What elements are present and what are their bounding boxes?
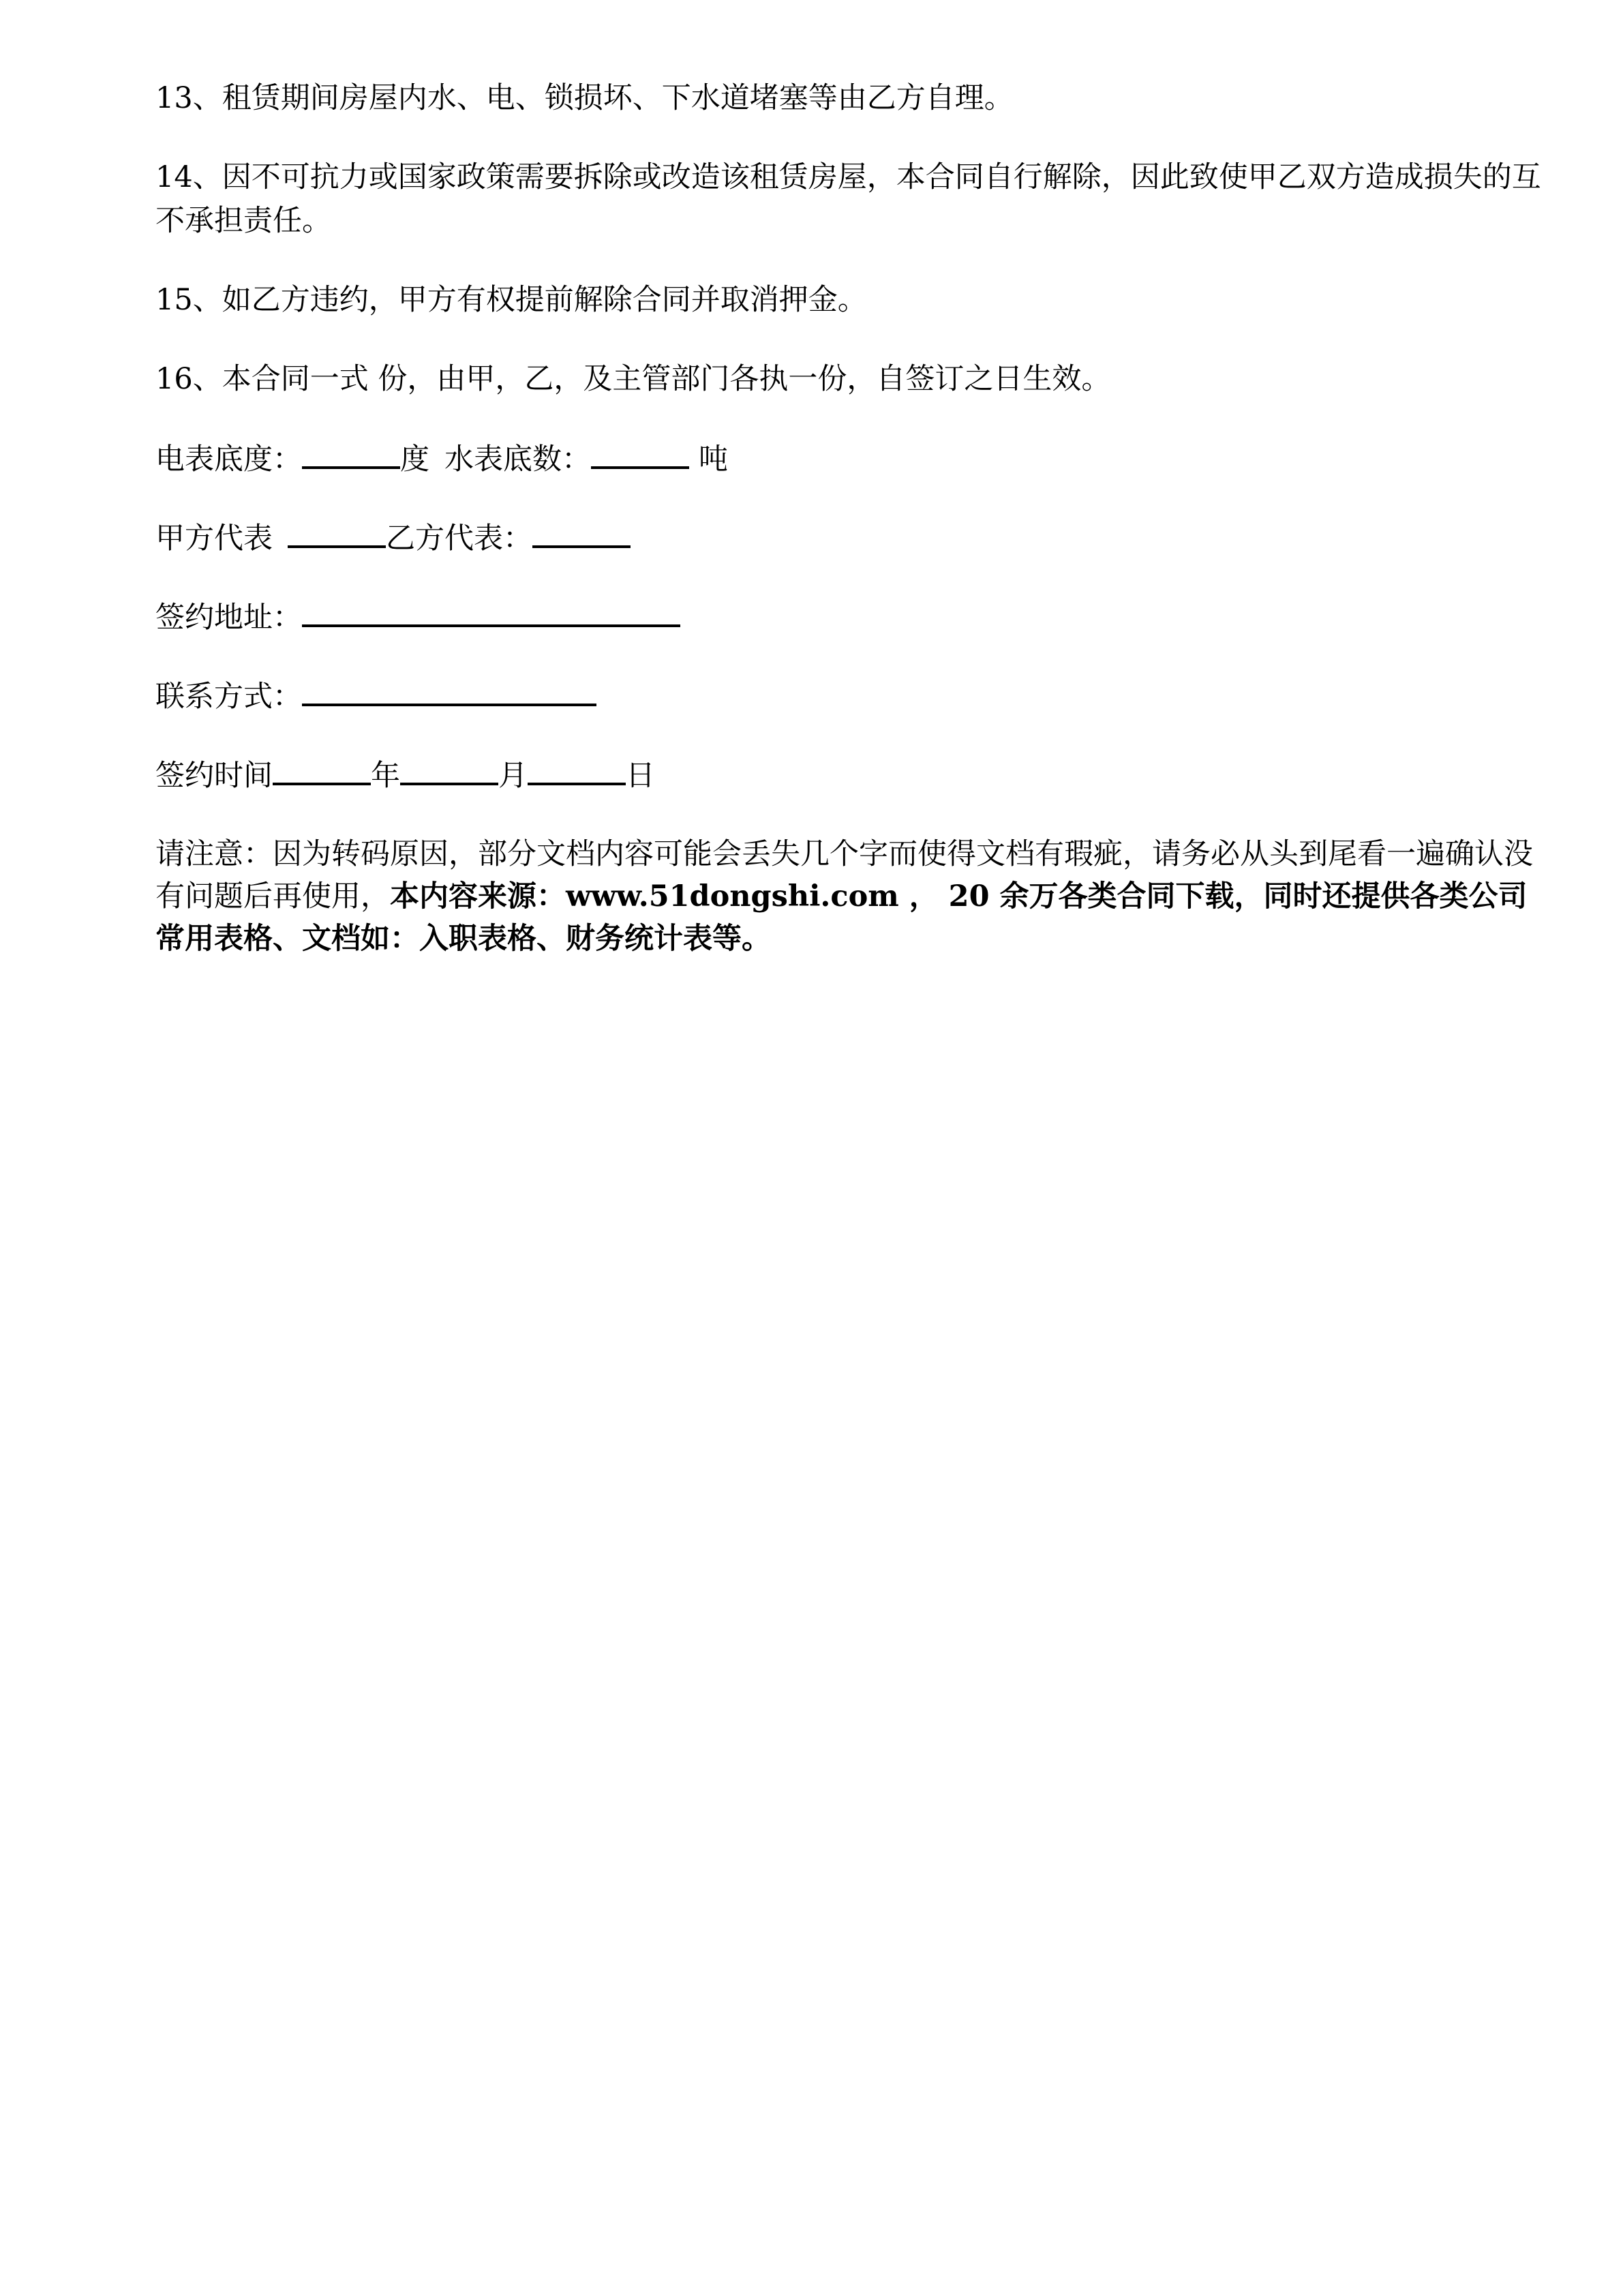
address-blank[interactable] <box>302 599 680 627</box>
water-meter-blank[interactable] <box>591 440 689 469</box>
sign-day-unit: 日 <box>626 759 655 793</box>
clause-15: 15、如乙方违约，甲方有权提前解除合同并取消押金。 <box>155 283 867 317</box>
sign-year-unit: 年 <box>371 759 400 793</box>
party-a-rep-blank[interactable] <box>288 519 386 548</box>
representatives-line <box>155 517 1546 560</box>
document-body <box>155 76 1546 995</box>
contact-blank[interactable] <box>302 678 596 706</box>
contact-line <box>155 675 1546 719</box>
party-a-rep-label: 甲方代表 <box>155 522 273 556</box>
contact-label: 联系方式： <box>155 680 302 714</box>
sign-month-unit: 月 <box>498 759 528 793</box>
notice-source-text: 本内容来源：www.51dongshi.com ， 20 余万各类合同下载，同时还提供各类公司常用表格、文档如：入职表格、财务统计表等。 <box>155 879 1528 956</box>
notice-text: 请注意：因为转码原因，部分文档内容可能会丢失几个字而使得文档有瑕疵，请务必从头到尾看一遍确认没有问题后再使用， <box>155 837 1533 913</box>
address-line <box>155 596 1546 639</box>
electric-meter-unit: 度 <box>400 442 429 477</box>
sign-month-blank[interactable] <box>400 757 498 785</box>
meter-reading-line <box>155 438 1546 481</box>
clause-13: 13、租赁期间房屋内水、电、锁损坏、下水道堵塞等由乙方自理。 <box>155 81 1014 115</box>
sign-time-label: 签约时间 <box>155 759 273 793</box>
clause-14: 14、因不可抗力或国家政策需要拆除或改造该租赁房屋，本合同自行解除，因此致使甲乙双方造成损失的互不承担责任。 <box>155 160 1541 238</box>
sign-day-blank[interactable] <box>528 757 626 785</box>
sign-year-blank[interactable] <box>273 757 371 785</box>
electric-meter-blank[interactable] <box>302 440 400 469</box>
party-b-rep-blank[interactable] <box>532 519 631 548</box>
sign-time-line <box>155 754 1546 798</box>
party-b-rep-label: 乙方代表： <box>386 522 532 556</box>
electric-meter-label: 电表底度： <box>155 442 302 477</box>
clause-16: 16、本合同一式 份，由甲，乙，及主管部门各执一份，自签订之日生效。 <box>155 362 1111 396</box>
water-meter-label: 水表底数： <box>444 442 591 477</box>
address-label: 签约地址： <box>155 601 302 635</box>
water-meter-unit: 吨 <box>699 442 728 477</box>
conversion-notice <box>155 833 1546 960</box>
